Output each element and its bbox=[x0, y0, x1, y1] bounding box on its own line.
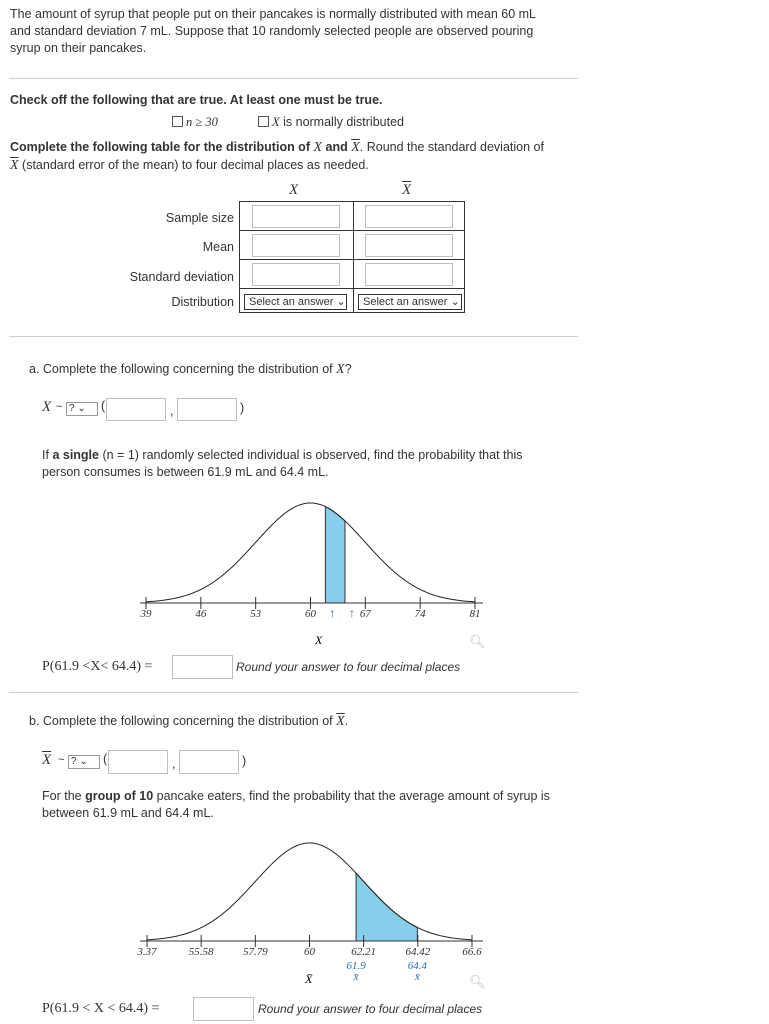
part-b-round-note: Round your answer to four decimal places bbox=[258, 1002, 483, 1016]
tick-label: 55.58 bbox=[188, 946, 214, 958]
chevron-down-icon: ⌄ bbox=[79, 756, 88, 767]
tick-label: 39 bbox=[140, 608, 152, 620]
instr-b: . Round the standard deviation of bbox=[359, 140, 544, 154]
instr-x: X bbox=[313, 140, 323, 155]
option-normal-label: is normally distributed bbox=[279, 115, 404, 129]
col-xbar-header: $\overline{X}$ bbox=[402, 182, 412, 198]
tick-label: 64.42 bbox=[405, 946, 431, 958]
open-paren: ( bbox=[101, 399, 106, 413]
part-b-group-text bbox=[42, 789, 550, 803]
x-sd-input[interactable] bbox=[252, 263, 340, 286]
part-a-param1-input[interactable] bbox=[106, 398, 166, 421]
close-paren: ) bbox=[242, 754, 247, 768]
part-b-prompt bbox=[29, 714, 348, 730]
chevron-down-icon: ⌄ bbox=[77, 403, 86, 414]
tick-label: 53 bbox=[250, 608, 262, 620]
part-a-round-note: Round your answer to four decimal places bbox=[236, 660, 461, 674]
comma: , bbox=[170, 404, 174, 418]
tick-label: 60 bbox=[304, 946, 315, 958]
select-label: Select an answer bbox=[363, 296, 448, 308]
instr-xbar: $\overline{X}$ bbox=[351, 140, 360, 155]
part-a-dist-select[interactable] bbox=[66, 402, 98, 416]
marker-label: 64.4 bbox=[407, 960, 427, 972]
checkbox-icon[interactable] bbox=[258, 116, 269, 127]
marker-sub: x̄ bbox=[414, 971, 420, 983]
problem-line-1: The amount of syrup that people put on their pancakes is normally distributed with mean 60 mL bbox=[10, 7, 536, 21]
part-a-single-line2: person consumes is between 61.9 mL and 64.4 mL. bbox=[42, 465, 329, 479]
xbar-sd-input[interactable] bbox=[365, 263, 453, 286]
part-b-param1-input[interactable] bbox=[108, 750, 168, 774]
tick-label: 67 bbox=[359, 608, 371, 620]
select-value: ? bbox=[69, 403, 75, 414]
zoom-icon[interactable]: 🔍︎ bbox=[469, 634, 486, 649]
part-b-prompt-text: b. Complete the following concerning the distribution of bbox=[29, 714, 333, 728]
select-value: ? bbox=[71, 756, 77, 767]
xbar-mean-input[interactable] bbox=[365, 234, 453, 257]
table-instructions-2 bbox=[10, 158, 369, 174]
divider bbox=[9, 78, 578, 79]
tick-label: 46 bbox=[195, 608, 207, 620]
option-normal-var: X bbox=[272, 115, 280, 129]
check-heading: Check off the following that are true. At least one must be true. bbox=[10, 93, 383, 107]
part-a-prob-input[interactable] bbox=[172, 655, 233, 679]
instr-a: Complete the following table for the distribution of bbox=[10, 140, 310, 154]
part-b-param2-input[interactable] bbox=[179, 750, 239, 774]
divider bbox=[9, 336, 578, 337]
option-n30-label: n ≥ 30 bbox=[186, 115, 218, 129]
normal-curve-chart-xbar bbox=[130, 835, 495, 995]
part-a-dist-var: X bbox=[42, 399, 52, 415]
marker-label: 61.9 bbox=[346, 960, 366, 972]
part-a-prompt-text: a. Complete the following concerning the distribution of bbox=[29, 362, 333, 376]
part-a-prompt bbox=[29, 362, 352, 378]
part-a-var: X bbox=[336, 362, 345, 377]
close-paren: ) bbox=[240, 401, 245, 415]
option-n30[interactable] bbox=[172, 115, 218, 130]
tick-label: 81 bbox=[469, 608, 481, 620]
problem-statement bbox=[10, 6, 536, 57]
problem-line-3: syrup on their pancakes. bbox=[10, 41, 147, 55]
col-x-header: X bbox=[289, 182, 299, 198]
row-label-mean: Mean bbox=[202, 240, 234, 254]
part-a-single-text bbox=[42, 448, 523, 462]
part-b-prob-input[interactable] bbox=[193, 997, 254, 1021]
row-label-sample-size: Sample size bbox=[165, 211, 234, 225]
single-b: a single bbox=[52, 448, 99, 462]
table-instructions bbox=[10, 140, 544, 156]
x-distribution-select[interactable] bbox=[244, 294, 347, 310]
divider bbox=[9, 692, 578, 693]
density-curve bbox=[146, 503, 475, 602]
xbar-sample-size-input[interactable] bbox=[365, 205, 453, 228]
density-curve bbox=[147, 843, 472, 940]
zoom-icon[interactable]: 🔍︎ bbox=[469, 974, 486, 989]
instr-and: and bbox=[325, 140, 348, 154]
arrow-up-icon: ↑ bbox=[329, 606, 336, 620]
normal-curve-chart-x bbox=[130, 495, 495, 655]
tick-label: 57.79 bbox=[242, 946, 268, 958]
arrow-up-icon: ↑ bbox=[348, 606, 355, 620]
group-a: For the bbox=[42, 789, 82, 803]
xbar-distribution-select[interactable] bbox=[358, 294, 462, 310]
select-label: Select an answer bbox=[249, 296, 334, 308]
single-a: If bbox=[42, 448, 49, 462]
row-label-distribution: Distribution bbox=[171, 295, 234, 309]
comma: , bbox=[172, 757, 176, 771]
part-b-end: . bbox=[344, 714, 349, 728]
single-c: (n = 1) randomly selected individual is observed, find the probability that this bbox=[102, 448, 523, 462]
instr2-text: (standard error of the mean) to four decimal places as needed. bbox=[18, 158, 369, 172]
chevron-down-icon: ⌄ bbox=[336, 296, 346, 308]
part-a-q: ? bbox=[344, 362, 352, 376]
part-b-var: $\overline{X}$ bbox=[336, 714, 345, 729]
part-b-prob-label: P(61.9 < X < 64.4) = bbox=[42, 1001, 160, 1016]
problem-line-2: and standard deviation 7 mL. Suppose that 10 randomly selected people are observed pouring bbox=[10, 24, 534, 38]
part-b-dist-select[interactable] bbox=[68, 755, 100, 769]
tick-label: 60 bbox=[305, 608, 316, 620]
x-axis-label: X̄ bbox=[305, 972, 313, 986]
checkbox-icon[interactable] bbox=[172, 116, 183, 127]
chevron-down-icon: ⌄ bbox=[450, 296, 460, 308]
tick-label: 3.37 bbox=[137, 946, 157, 958]
x-sample-size-input[interactable] bbox=[252, 205, 340, 228]
row-label-sd: Standard deviation bbox=[129, 270, 234, 284]
part-b-dist-var: $\overline{X}$ bbox=[42, 752, 52, 768]
x-axis-label: X bbox=[315, 633, 323, 647]
x-mean-input[interactable] bbox=[252, 234, 340, 257]
tick-label: 66.6 bbox=[462, 946, 482, 958]
tick-label: 62.21 bbox=[351, 946, 377, 958]
part-a-tilde: ~ bbox=[56, 401, 63, 413]
part-a-prob-label: P(61.9 <X< 64.4) = bbox=[42, 659, 153, 674]
part-b-tilde: ~ bbox=[58, 754, 65, 766]
shaded-region bbox=[325, 507, 345, 603]
group-c: pancake eaters, find the probability that the average amount of syrup is bbox=[156, 789, 550, 803]
open-paren: ( bbox=[103, 752, 108, 766]
part-a-param2-input[interactable] bbox=[177, 398, 237, 421]
tick-label: 74 bbox=[414, 608, 426, 620]
group-b: group of 10 bbox=[85, 789, 154, 803]
marker-sub: x̄ bbox=[353, 971, 359, 983]
instr2-xbar: $\overline{X}$ bbox=[10, 158, 19, 173]
option-normal[interactable] bbox=[258, 115, 404, 130]
part-b-group-line2: between 61.9 mL and 64.4 mL. bbox=[42, 806, 214, 820]
